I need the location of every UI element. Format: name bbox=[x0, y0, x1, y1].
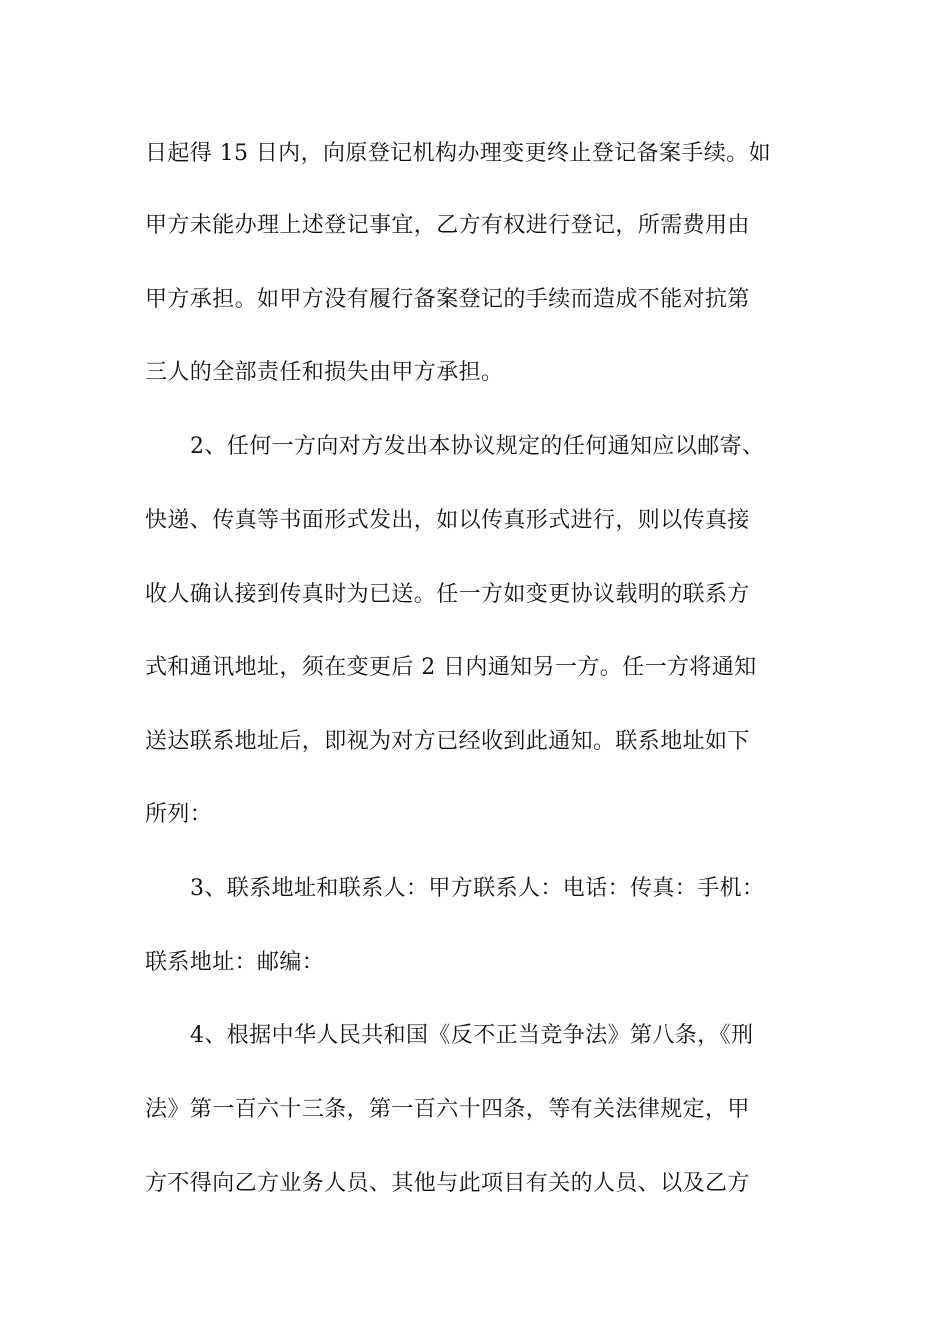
text-line: 2、任何一方向对方发出本协议规定的任何通知应以邮寄、 bbox=[190, 434, 765, 459]
text-line: 联系地址：邮编： bbox=[145, 950, 325, 975]
text-line: 甲方承担。如甲方没有履行备案登记的手续而造成不能对抗第 bbox=[145, 287, 750, 312]
text-line: 收人确认接到传真时为已送。任一方如变更协议载明的联系方 bbox=[145, 582, 750, 607]
text-line: 方不得向乙方业务人员、其他与此项目有关的人员、以及乙方 bbox=[145, 1171, 750, 1196]
text-line: 日起得 15 日内，向原登记机构办理变更终止登记备案手续。如 bbox=[145, 141, 771, 166]
text-line: 所列： bbox=[145, 802, 213, 827]
text-line: 法》第一百六十三条，第一百六十四条，等有关法律规定，甲 bbox=[145, 1097, 750, 1122]
text-line: 4、根据中华人民共和国《反不正当竞争法》第八条，《刑 bbox=[190, 1023, 754, 1048]
text-line: 送达联系地址后，即视为对方已经收到此通知。联系地址如下 bbox=[145, 729, 750, 754]
text-line: 快递、传真等书面形式发出，如以传真形式进行，则以传真接 bbox=[145, 508, 750, 533]
text-line: 甲方未能办理上述登记事宜，乙方有权进行登记，所需费用由 bbox=[145, 213, 750, 238]
text-line: 三人的全部责任和损失由甲方承担。 bbox=[145, 360, 504, 385]
text-line: 3、联系地址和联系人：甲方联系人：电话：传真：手机： bbox=[190, 876, 765, 901]
text-line: 式和通讯地址，须在变更后 2 日内通知另一方。任一方将通知 bbox=[145, 655, 757, 680]
